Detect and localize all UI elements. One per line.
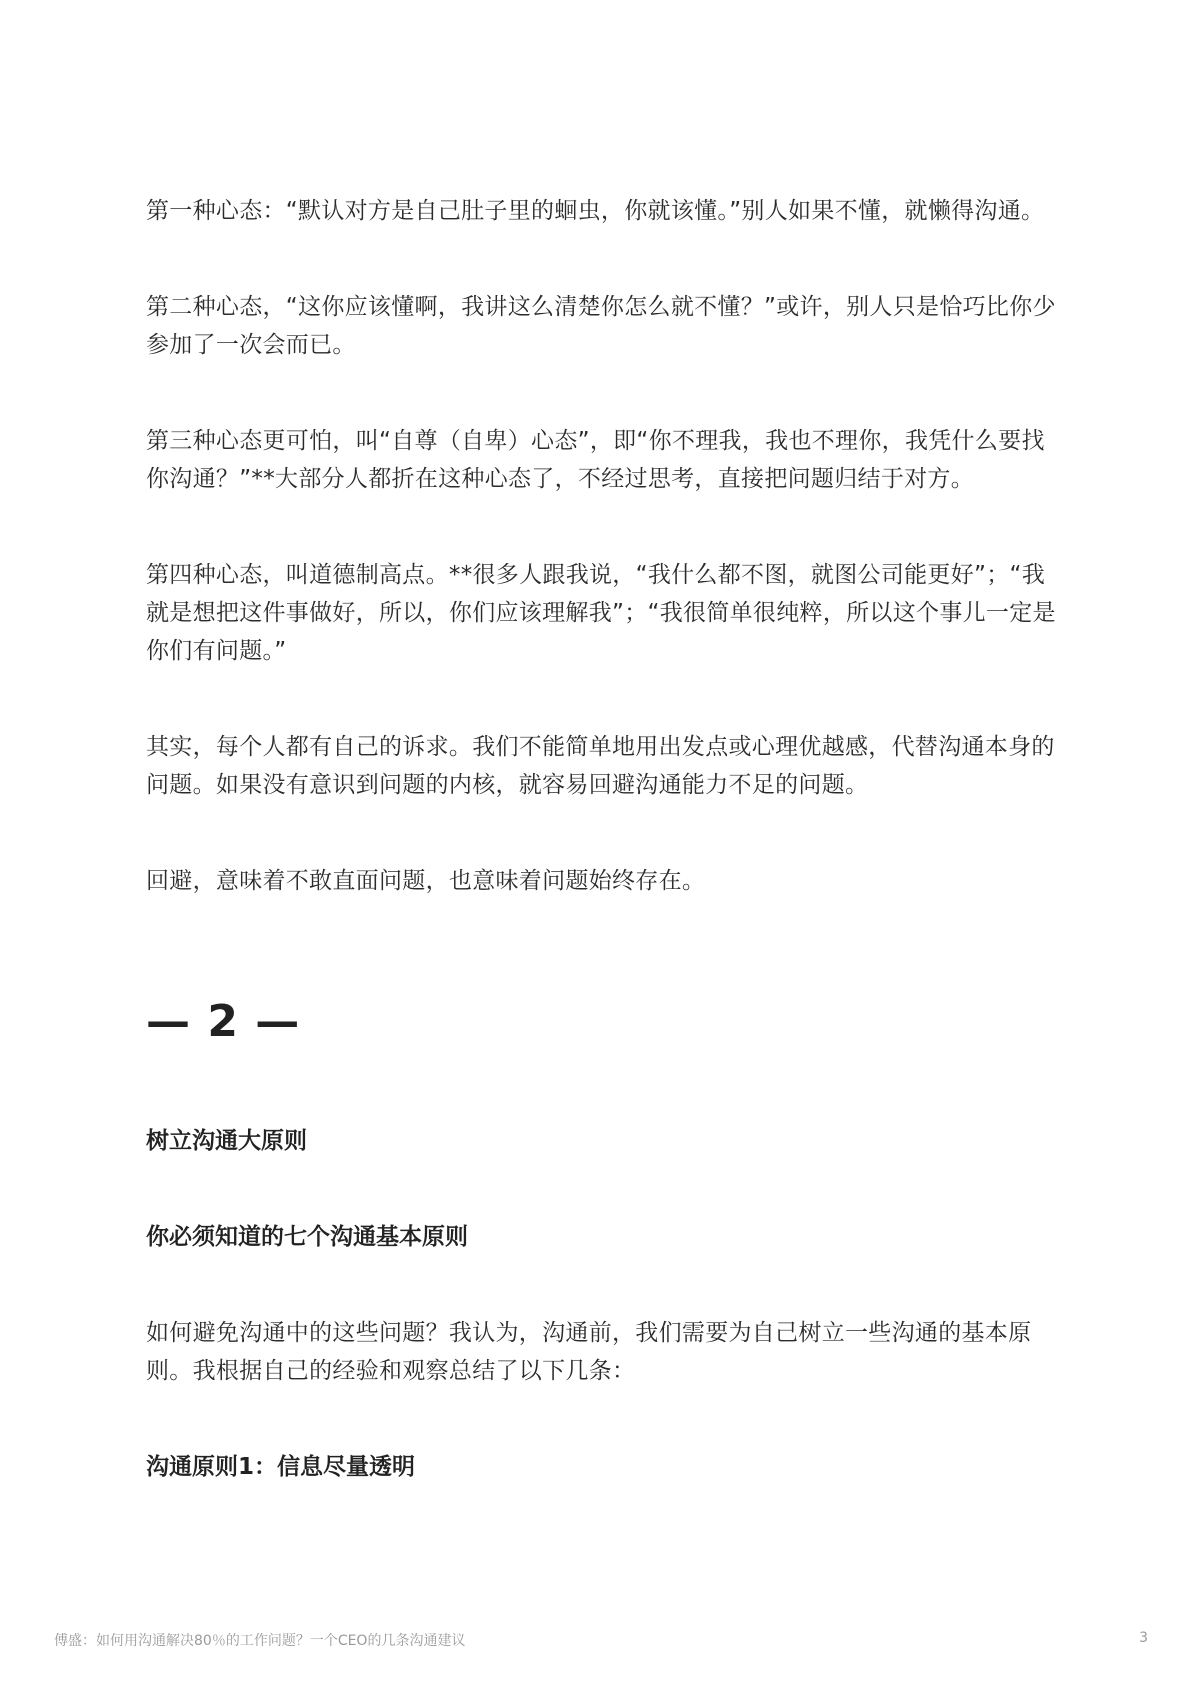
page-number: 3: [1139, 1630, 1148, 1646]
footer-title: 傅盛：如何用沟通解决80％的工作问题？一个CEO的几条沟通建议: [54, 1633, 466, 1649]
section-heading: 树立沟通大原则: [146, 1128, 307, 1154]
subsection-heading: 你必须知道的七个沟通基本原则: [146, 1224, 468, 1250]
paragraph-intro: 如何避免沟通中的这些问题？我认为，沟通前，我们需要为自己树立一些沟通的基本原则。我根据自己的经验和观察总结了以下几条：: [146, 1320, 1032, 1384]
section-number: — 2 —: [146, 996, 301, 1047]
paragraph-mindset-1: 第一种心态：“默认对方是自己肚子里的蛔虫，你就该懂。”别人如果不懂，就懒得沟通。: [146, 198, 1045, 224]
paragraph-mindset-4: 第四种心态，叫道德制高点。**很多人跟我说，“我什么都不图，就图公司能更好”；“我就是想把这件事做好，所以，你们应该理解我”；“我很简单很纯粹，所以这个事儿一定是你们有问题。”: [146, 562, 1056, 664]
paragraph-mindset-2: 第二种心态，“这你应该懂啊，我讲这么清楚你怎么就不懂？”或许，别人只是恰巧比你少参加了一次会而已。: [146, 294, 1056, 358]
paragraph-mindset-3: 第三种心态更可怕，叫“自尊（自卑）心态”，即“你不理我，我也不理你，我凭什么要找你沟通？”**大部分人都折在这种心态了，不经过思考，直接把问题归结于对方。: [146, 428, 1045, 492]
paragraph-avoidance: 回避，意味着不敢直面问题，也意味着问题始终存在。: [146, 868, 706, 894]
paragraph-summary: 其实，每个人都有自己的诉求。我们不能简单地用出发点或心理优越感，代替沟通本身的问题。如果没有意识到问题的内核，就容易回避沟通能力不足的问题。: [146, 734, 1055, 798]
principle-heading: 沟通原则1：信息尽量透明: [146, 1454, 416, 1480]
article-body: [146, 192, 1066, 1544]
